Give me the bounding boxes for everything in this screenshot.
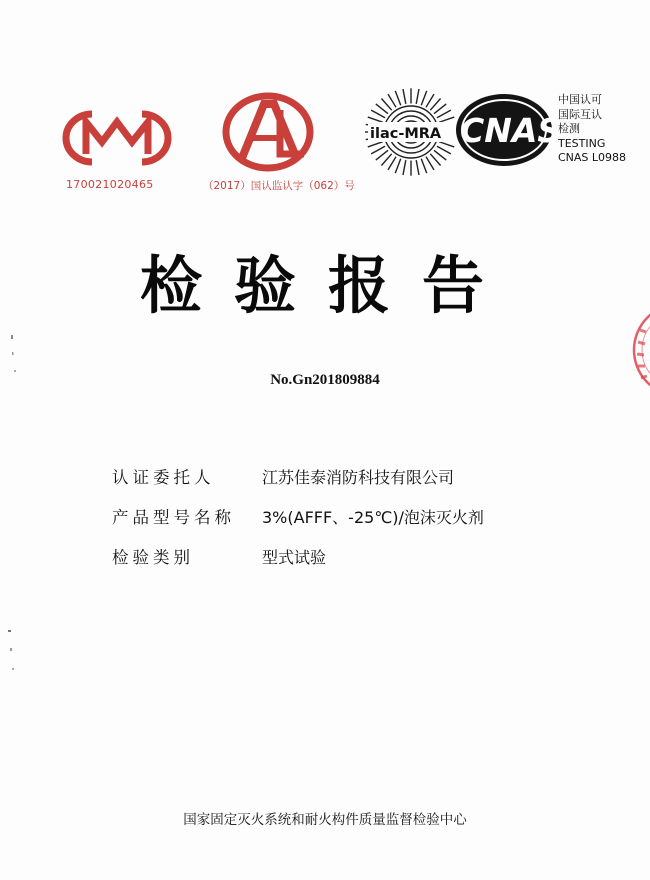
field-label: 产品型号名称 bbox=[112, 508, 235, 527]
cnas-caption-line: 检测 bbox=[558, 122, 580, 135]
field-value: 型式试验 bbox=[262, 548, 327, 567]
issuing-organization: 国家固定灭火系统和耐火构件质量监督检验中心 bbox=[183, 812, 467, 828]
field-value: 江苏佳泰消防科技有限公司 bbox=[262, 468, 455, 487]
svg-text:ilac-MRA: ilac-MRA bbox=[370, 126, 442, 142]
report-number: No.Gn201809884 bbox=[270, 372, 380, 388]
cma-number: 170021020465 bbox=[66, 178, 154, 191]
cnas-caption-line: CNAS L0988 bbox=[558, 151, 627, 164]
cal-number: （2017）国认监认字（062）号 bbox=[203, 180, 355, 192]
field-value: 3%(AFFF、-25℃)/泡沫灭火剂 bbox=[262, 508, 484, 527]
cnas-caption-line: 国际互认 bbox=[558, 107, 602, 121]
svg-text:CNAS: CNAS bbox=[460, 111, 562, 150]
cnas-caption-line: 中国认可 bbox=[558, 93, 602, 106]
field-label: 检验类别 bbox=[112, 548, 194, 567]
document-title: 检验报告 bbox=[140, 249, 517, 322]
cnas-caption-line: TESTING bbox=[558, 136, 606, 150]
field-label: 认证委托人 bbox=[112, 468, 215, 487]
